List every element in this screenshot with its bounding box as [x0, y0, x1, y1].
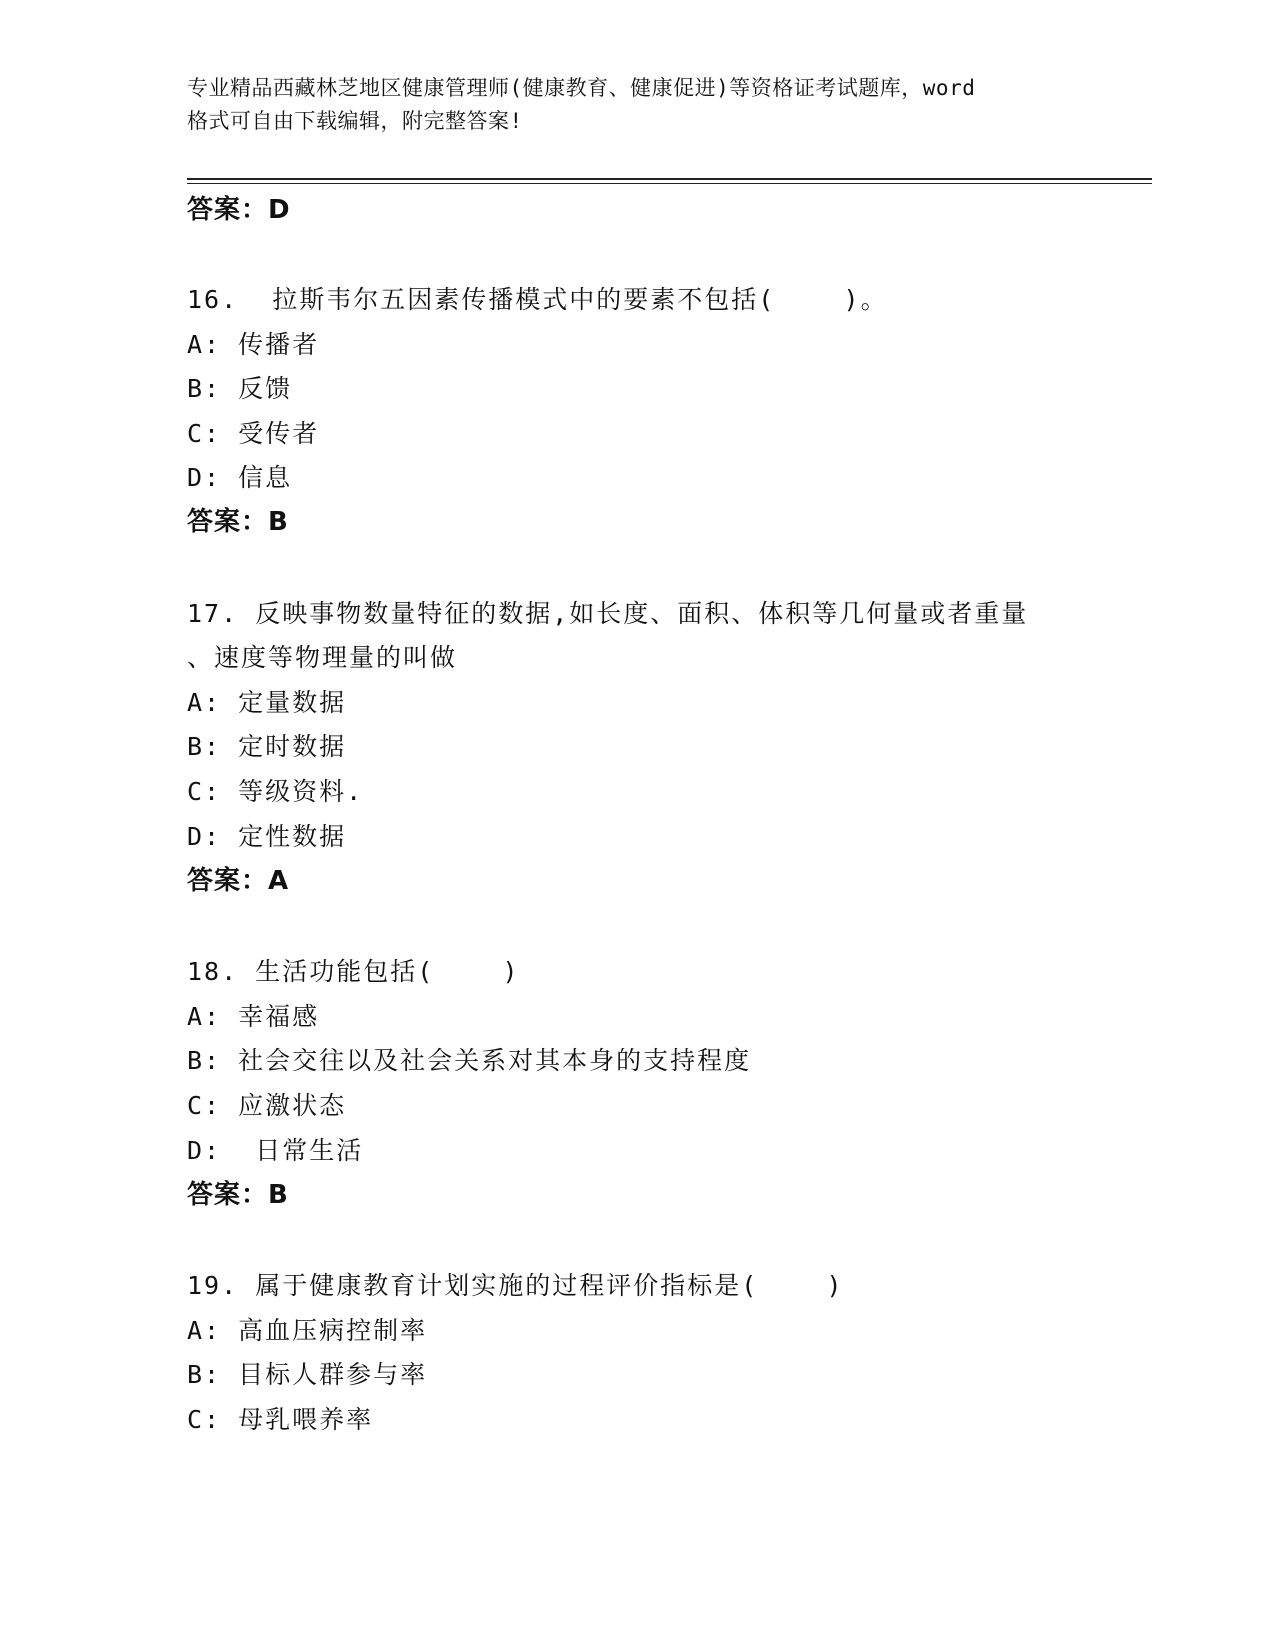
header-divider-thin: [187, 183, 1152, 184]
question-17-option-d: D: 定性数据: [187, 822, 347, 851]
question-16-stem: 16. 拉斯韦尔五因素传播模式中的要素不包括( )。: [187, 285, 888, 314]
question-18-option-a: A: 幸福感: [187, 1002, 320, 1031]
question-17-option-a: A: 定量数据: [187, 688, 347, 717]
question-18-option-b: B: 社会交往以及社会关系对其本身的支持程度: [187, 1046, 752, 1075]
question-18-option-d: D: 日常生活: [187, 1136, 364, 1165]
document-header: [187, 72, 1087, 138]
question-16-option-c: C: 受传者: [187, 419, 320, 448]
question-19-option-b: B: 目标人群参与率: [187, 1360, 428, 1389]
question-18-answer: 答案：B: [187, 1180, 289, 1210]
question-17-option-b: B: 定时数据: [187, 732, 347, 761]
answer-previous: 答案：D: [187, 195, 291, 225]
header-line-2: 格式可自由下载编辑，附完整答案!: [187, 109, 523, 133]
question-19-option-a: A: 高血压病控制率: [187, 1316, 428, 1345]
question-18-option-c: C: 应激状态: [187, 1091, 347, 1120]
question-16-answer: 答案：B: [187, 507, 289, 537]
question-19-stem: 19. 属于健康教育计划实施的过程评价指标是( ): [187, 1271, 844, 1300]
question-17-option-c: C: 等级资料.: [187, 777, 364, 806]
question-17-stem-line-1: 17. 反映事物数量特征的数据,如长度、面积、体积等几何量或者重量: [187, 599, 1029, 628]
question-17-stem-line-2: 、速度等物理量的叫做: [187, 643, 458, 672]
question-16-option-a: A: 传播者: [187, 330, 320, 359]
header-divider-thick: [187, 178, 1152, 180]
header-line-1: 专业精品西藏林芝地区健康管理师(健康教育、健康促进)等资格证考试题库，word: [187, 76, 976, 100]
question-18-stem: 18. 生活功能包括( ): [187, 957, 520, 986]
question-17-answer: 答案：A: [187, 866, 290, 896]
question-19-option-c: C: 母乳喂养率: [187, 1405, 374, 1434]
question-16-option-b: B: 反馈: [187, 374, 293, 403]
question-16-option-d: D: 信息: [187, 463, 293, 492]
